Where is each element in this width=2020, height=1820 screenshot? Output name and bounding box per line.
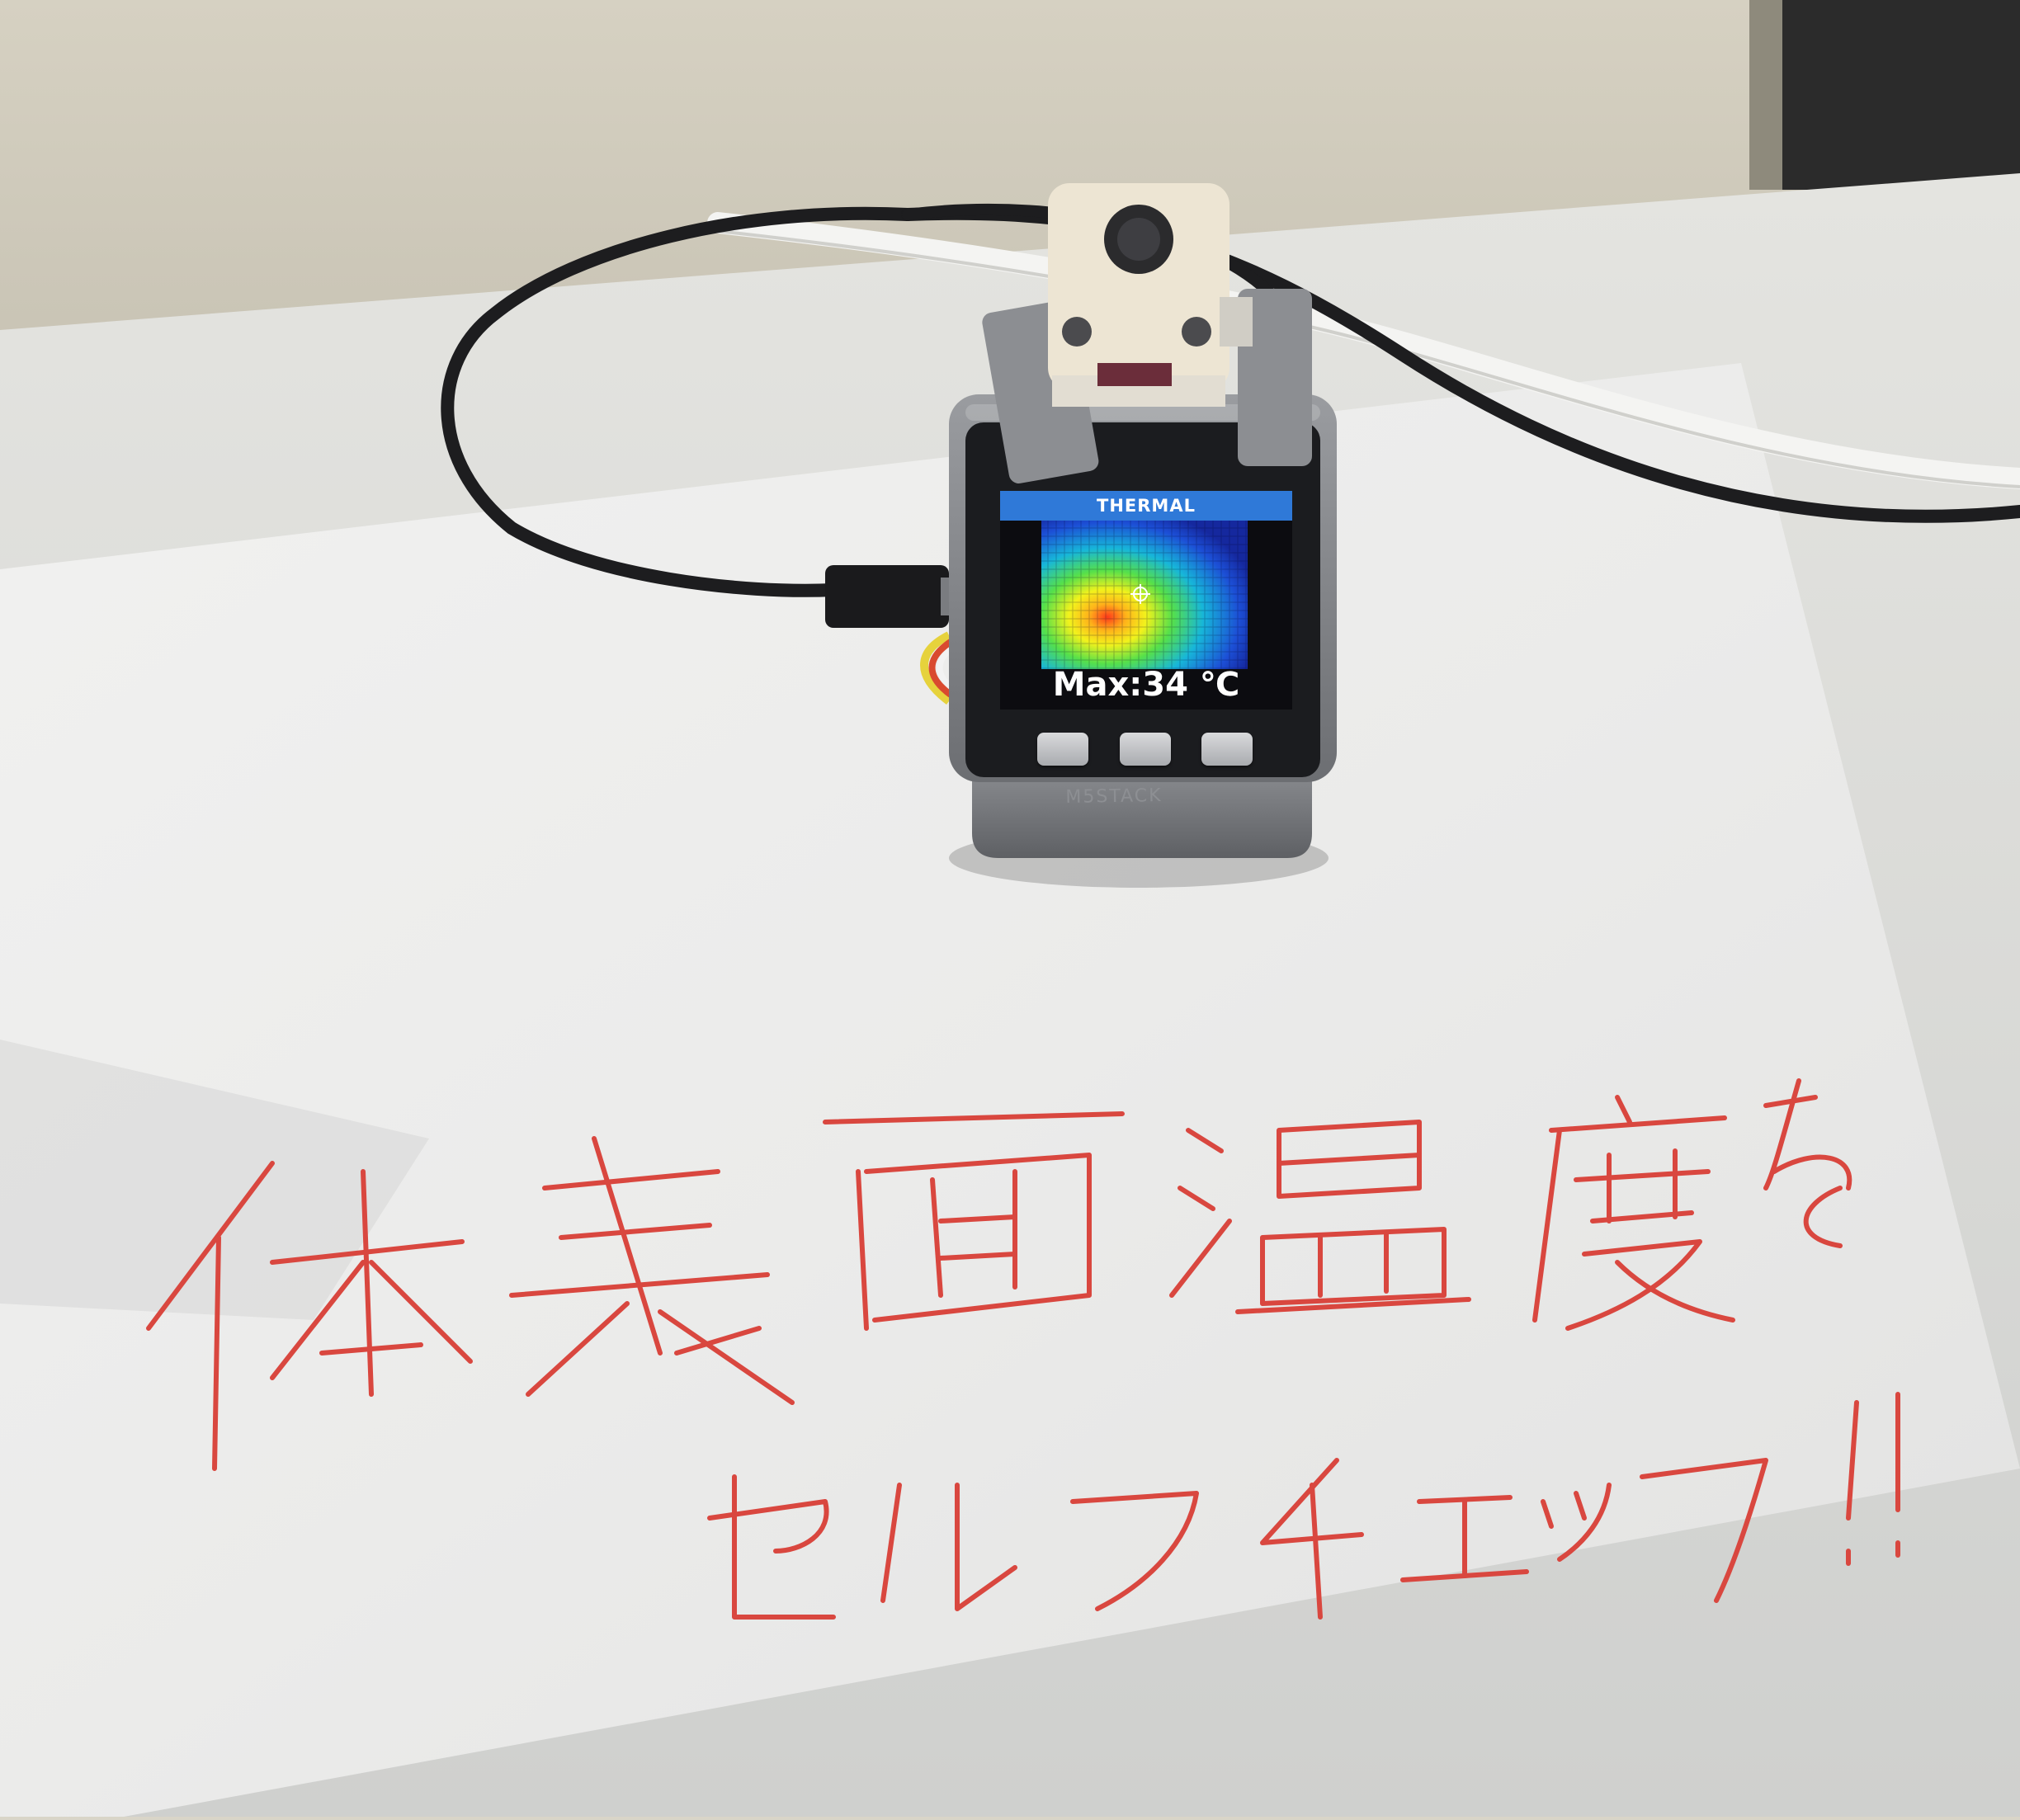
max-temperature-readout: Max:34 ℃: [1052, 666, 1240, 704]
screen-title: THERMAL: [1097, 496, 1196, 516]
brand-label: M5STACK: [1065, 785, 1163, 809]
